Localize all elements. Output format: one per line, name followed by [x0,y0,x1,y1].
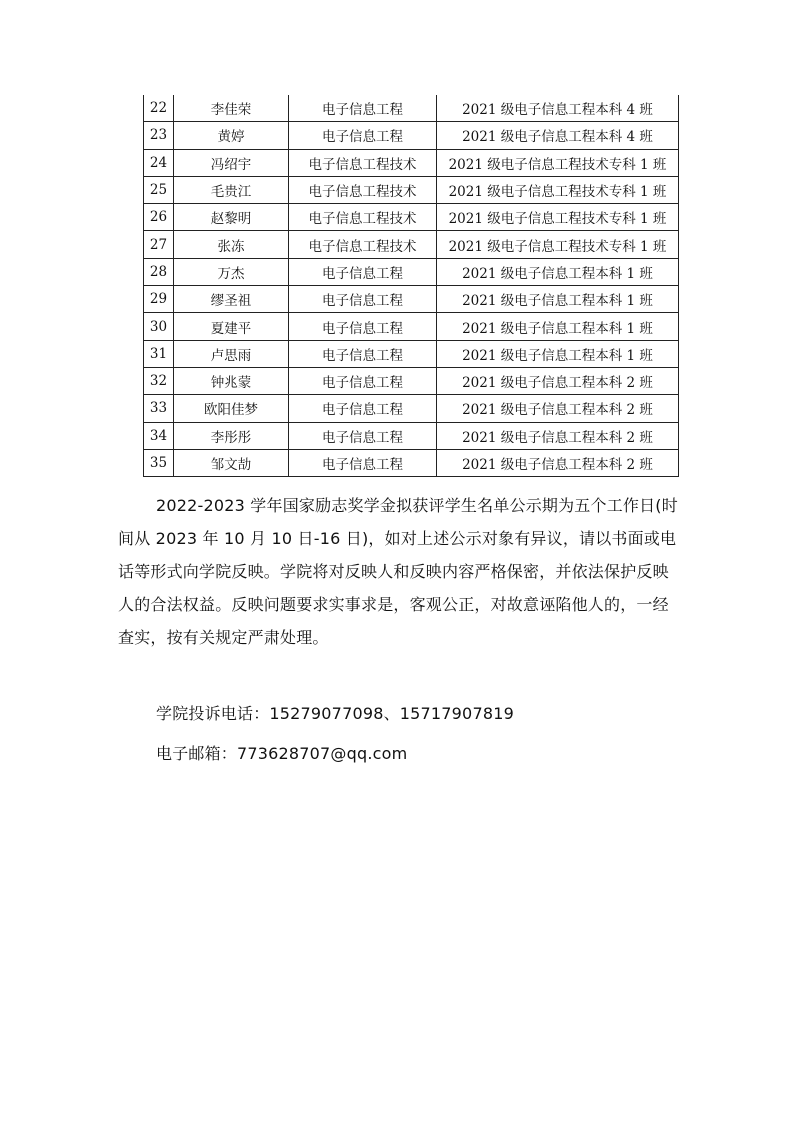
student-name-cell: 夏建平 [174,313,289,340]
row-number-cell: 31 [144,340,174,367]
table-row [144,286,679,313]
major-cell: 电子信息工程 [289,313,437,340]
class-cell: 2021 级电子信息工程本科 4 班 [437,95,679,122]
class-cell: 2021 级电子信息工程本科 1 班 [437,286,679,313]
class-cell: 2021 级电子信息工程本科 1 班 [437,340,679,367]
table-body [144,95,679,477]
class-cell: 2021 级电子信息工程本科 1 班 [437,258,679,285]
notice-paragraph: 2022-2023 学年国家励志奖学金拟获评学生名单公示期为五个工作日(时间从 2023 年 10 月 10 日-16 日)，如对上述公示对象有异议，请以书面或电话等形式向学院反映。学院将对反映人和反映内容严格保密，并依法保护反映人的合法权益。反映问题要求实事求是，客观公正，对故意诬陷他人的，一经查实，按有关规定严肃处理。 [118,496,678,647]
class-cell: 2021 级电子信息工程本科 2 班 [437,449,679,476]
row-number-cell: 35 [144,449,174,476]
major-cell: 电子信息工程 [289,95,437,122]
major-cell: 电子信息工程 [289,422,437,449]
table-row [144,149,679,176]
class-cell: 2021 级电子信息工程技术专科 1 班 [437,204,679,231]
scholarship-list-table [143,95,679,477]
row-number-cell: 29 [144,286,174,313]
major-cell: 电子信息工程 [289,449,437,476]
student-name-cell: 张冻 [174,231,289,258]
student-name-cell: 万杰 [174,258,289,285]
student-name-cell: 毛贵江 [174,176,289,203]
phone-label: 学院投诉电话： [156,704,270,723]
email-line [156,737,716,770]
row-number-cell: 23 [144,122,174,149]
table-row [144,231,679,258]
complaint-phone-line [156,697,716,730]
phone-numbers: 15279077098、15717907819 [269,704,514,723]
major-cell: 电子信息工程 [289,340,437,367]
major-cell: 电子信息工程技术 [289,231,437,258]
student-name-cell: 黄婷 [174,122,289,149]
table-row [144,176,679,203]
student-name-cell: 李彤彤 [174,422,289,449]
email-label: 电子邮箱： [156,744,238,763]
row-number-cell: 28 [144,258,174,285]
table-row [144,95,679,122]
row-number-cell: 34 [144,422,174,449]
table-row [144,449,679,476]
row-number-cell: 25 [144,176,174,203]
table-row [144,367,679,394]
row-number-cell: 33 [144,395,174,422]
email-address: 773628707@qq.com [237,744,408,763]
student-name-cell: 冯绍宇 [174,149,289,176]
row-number-cell: 27 [144,231,174,258]
student-name-cell: 邹文劼 [174,449,289,476]
major-cell: 电子信息工程 [289,286,437,313]
student-name-cell: 赵黎明 [174,204,289,231]
student-name-cell: 钟兆蒙 [174,367,289,394]
student-name-cell: 缪圣祖 [174,286,289,313]
row-number-cell: 22 [144,95,174,122]
class-cell: 2021 级电子信息工程本科 4 班 [437,122,679,149]
row-number-cell: 32 [144,367,174,394]
major-cell: 电子信息工程技术 [289,176,437,203]
major-cell: 电子信息工程 [289,367,437,394]
student-name-cell: 李佳荣 [174,95,289,122]
row-number-cell: 24 [144,149,174,176]
class-cell: 2021 级电子信息工程技术专科 1 班 [437,231,679,258]
class-cell: 2021 级电子信息工程本科 2 班 [437,422,679,449]
student-name-cell: 欧阳佳梦 [174,395,289,422]
major-cell: 电子信息工程 [289,122,437,149]
student-name-cell: 卢思雨 [174,340,289,367]
class-cell: 2021 级电子信息工程技术专科 1 班 [437,149,679,176]
table-row [144,204,679,231]
table-row [144,395,679,422]
major-cell: 电子信息工程技术 [289,204,437,231]
major-cell: 电子信息工程 [289,258,437,285]
table-row [144,258,679,285]
row-number-cell: 30 [144,313,174,340]
class-cell: 2021 级电子信息工程本科 2 班 [437,367,679,394]
table-row [144,313,679,340]
table-row [144,122,679,149]
major-cell: 电子信息工程技术 [289,149,437,176]
class-cell: 2021 级电子信息工程本科 2 班 [437,395,679,422]
class-cell: 2021 级电子信息工程技术专科 1 班 [437,176,679,203]
table-row [144,340,679,367]
table-row [144,422,679,449]
row-number-cell: 26 [144,204,174,231]
major-cell: 电子信息工程 [289,395,437,422]
class-cell: 2021 级电子信息工程本科 1 班 [437,313,679,340]
